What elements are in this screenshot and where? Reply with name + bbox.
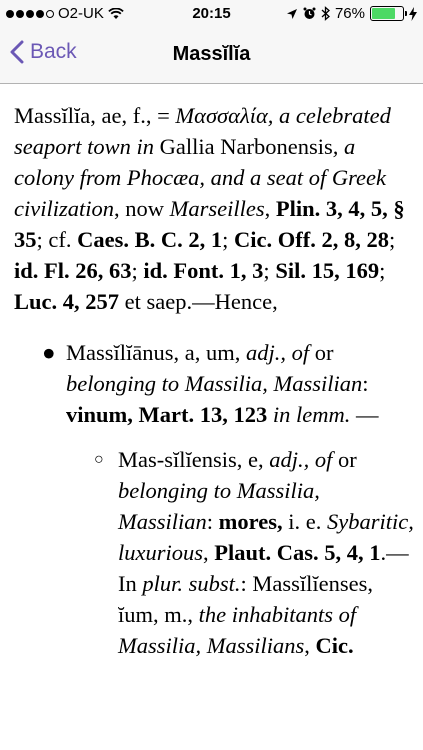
text-run: i. e. [282, 509, 327, 534]
text-run: Sybaritic, luxurious [118, 509, 414, 565]
text-run: : [206, 509, 219, 534]
text-run: ; [388, 227, 396, 252]
carrier-name: O2-UK [58, 5, 104, 22]
battery-percent: 76% [334, 5, 365, 22]
battery-icon [370, 6, 404, 21]
text-run: Cic. [315, 633, 354, 658]
text-run: Massĭlĭa, ae, f., = [14, 103, 176, 128]
derivative-massilianus [66, 337, 414, 430]
text-run: Mas-sĭlĭensis, e, [118, 447, 270, 472]
bullet-disc-icon: ● [42, 340, 56, 365]
text-run: .—In [118, 540, 409, 596]
location-arrow-icon [286, 8, 298, 20]
page-title: Massĭlĭa [172, 43, 251, 65]
text-run: plur. subst. [142, 571, 241, 596]
text-run: et saep.—Hence, [119, 289, 278, 314]
text-run: in lemm. [267, 402, 351, 427]
text-run: Massĭlĭānus, a, um, [66, 340, 246, 365]
status-bar [0, 0, 423, 28]
sub-derivatives-list [66, 444, 414, 661]
text-run: , now [114, 196, 170, 221]
text-run: , a colony from Phocæa, and a seat of Greek civilization [14, 134, 387, 221]
charging-bolt-icon [409, 7, 417, 21]
text-run: , [264, 196, 276, 221]
text-run: ; [263, 258, 276, 283]
bullet-circle-icon: ○ [94, 451, 104, 468]
text-run: mores, [218, 509, 283, 534]
alarm-clock-icon [303, 7, 316, 20]
text-run: ; [379, 258, 386, 283]
text-run: Plin. 3, 4, 5, § 35 [14, 196, 405, 252]
text-run: ; cf. [36, 227, 78, 252]
dictionary-entry [14, 100, 414, 661]
text-run: Plaut. Cas. 5, 4, 1 [214, 540, 381, 565]
bluetooth-icon [321, 6, 330, 21]
text-run: Sil. 15, 169 [275, 258, 380, 283]
text-run: Luc. 4, 257 [14, 289, 120, 314]
text-run: id. Fl. 26, 63 [14, 258, 132, 283]
text-run: Μασσαλία [175, 103, 268, 128]
text-run: : Massĭlĭenses, ĭum, m., [118, 571, 374, 627]
text-run: — [350, 402, 379, 427]
text-run: or [309, 340, 334, 365]
text-run: ; [222, 227, 234, 252]
text-run: the inhabitants of Massilia, Massilians [118, 602, 357, 658]
text-run: belonging to Massilia, Massilian [118, 478, 320, 534]
list-item [14, 337, 414, 661]
back-button-label: Back [30, 40, 77, 63]
battery-level-fill [372, 8, 395, 19]
text-run: : [362, 371, 369, 396]
text-run: , [304, 633, 316, 658]
text-run: ; [131, 258, 144, 283]
text-run: Caes. B. C. 2, 1 [77, 227, 223, 252]
text-run: vinum, Mart. 13, 123 [66, 402, 268, 427]
status-time: 20:15 [192, 5, 231, 22]
text-run: Gallia Narbonensis [159, 134, 333, 159]
text-run: , [203, 540, 215, 565]
text-run: id. Font. 1, 3 [143, 258, 264, 283]
text-run: Marseilles [169, 196, 265, 221]
text-run: or [332, 447, 357, 472]
derivative-massiliensis [118, 444, 414, 661]
text-run: belonging to Massilia, Massilian [66, 371, 363, 396]
text-run: adj., of [246, 340, 310, 365]
navigation-bar [0, 28, 423, 84]
status-right [286, 5, 417, 22]
derivatives-list [14, 337, 414, 661]
text-run: adj., of [269, 447, 333, 472]
list-item [66, 444, 414, 661]
entry-headword-paragraph [14, 100, 414, 317]
text-run: Cic. Off. 2, 8, 28 [234, 227, 389, 252]
text-run: , a celebrated seaport town in [14, 103, 391, 159]
